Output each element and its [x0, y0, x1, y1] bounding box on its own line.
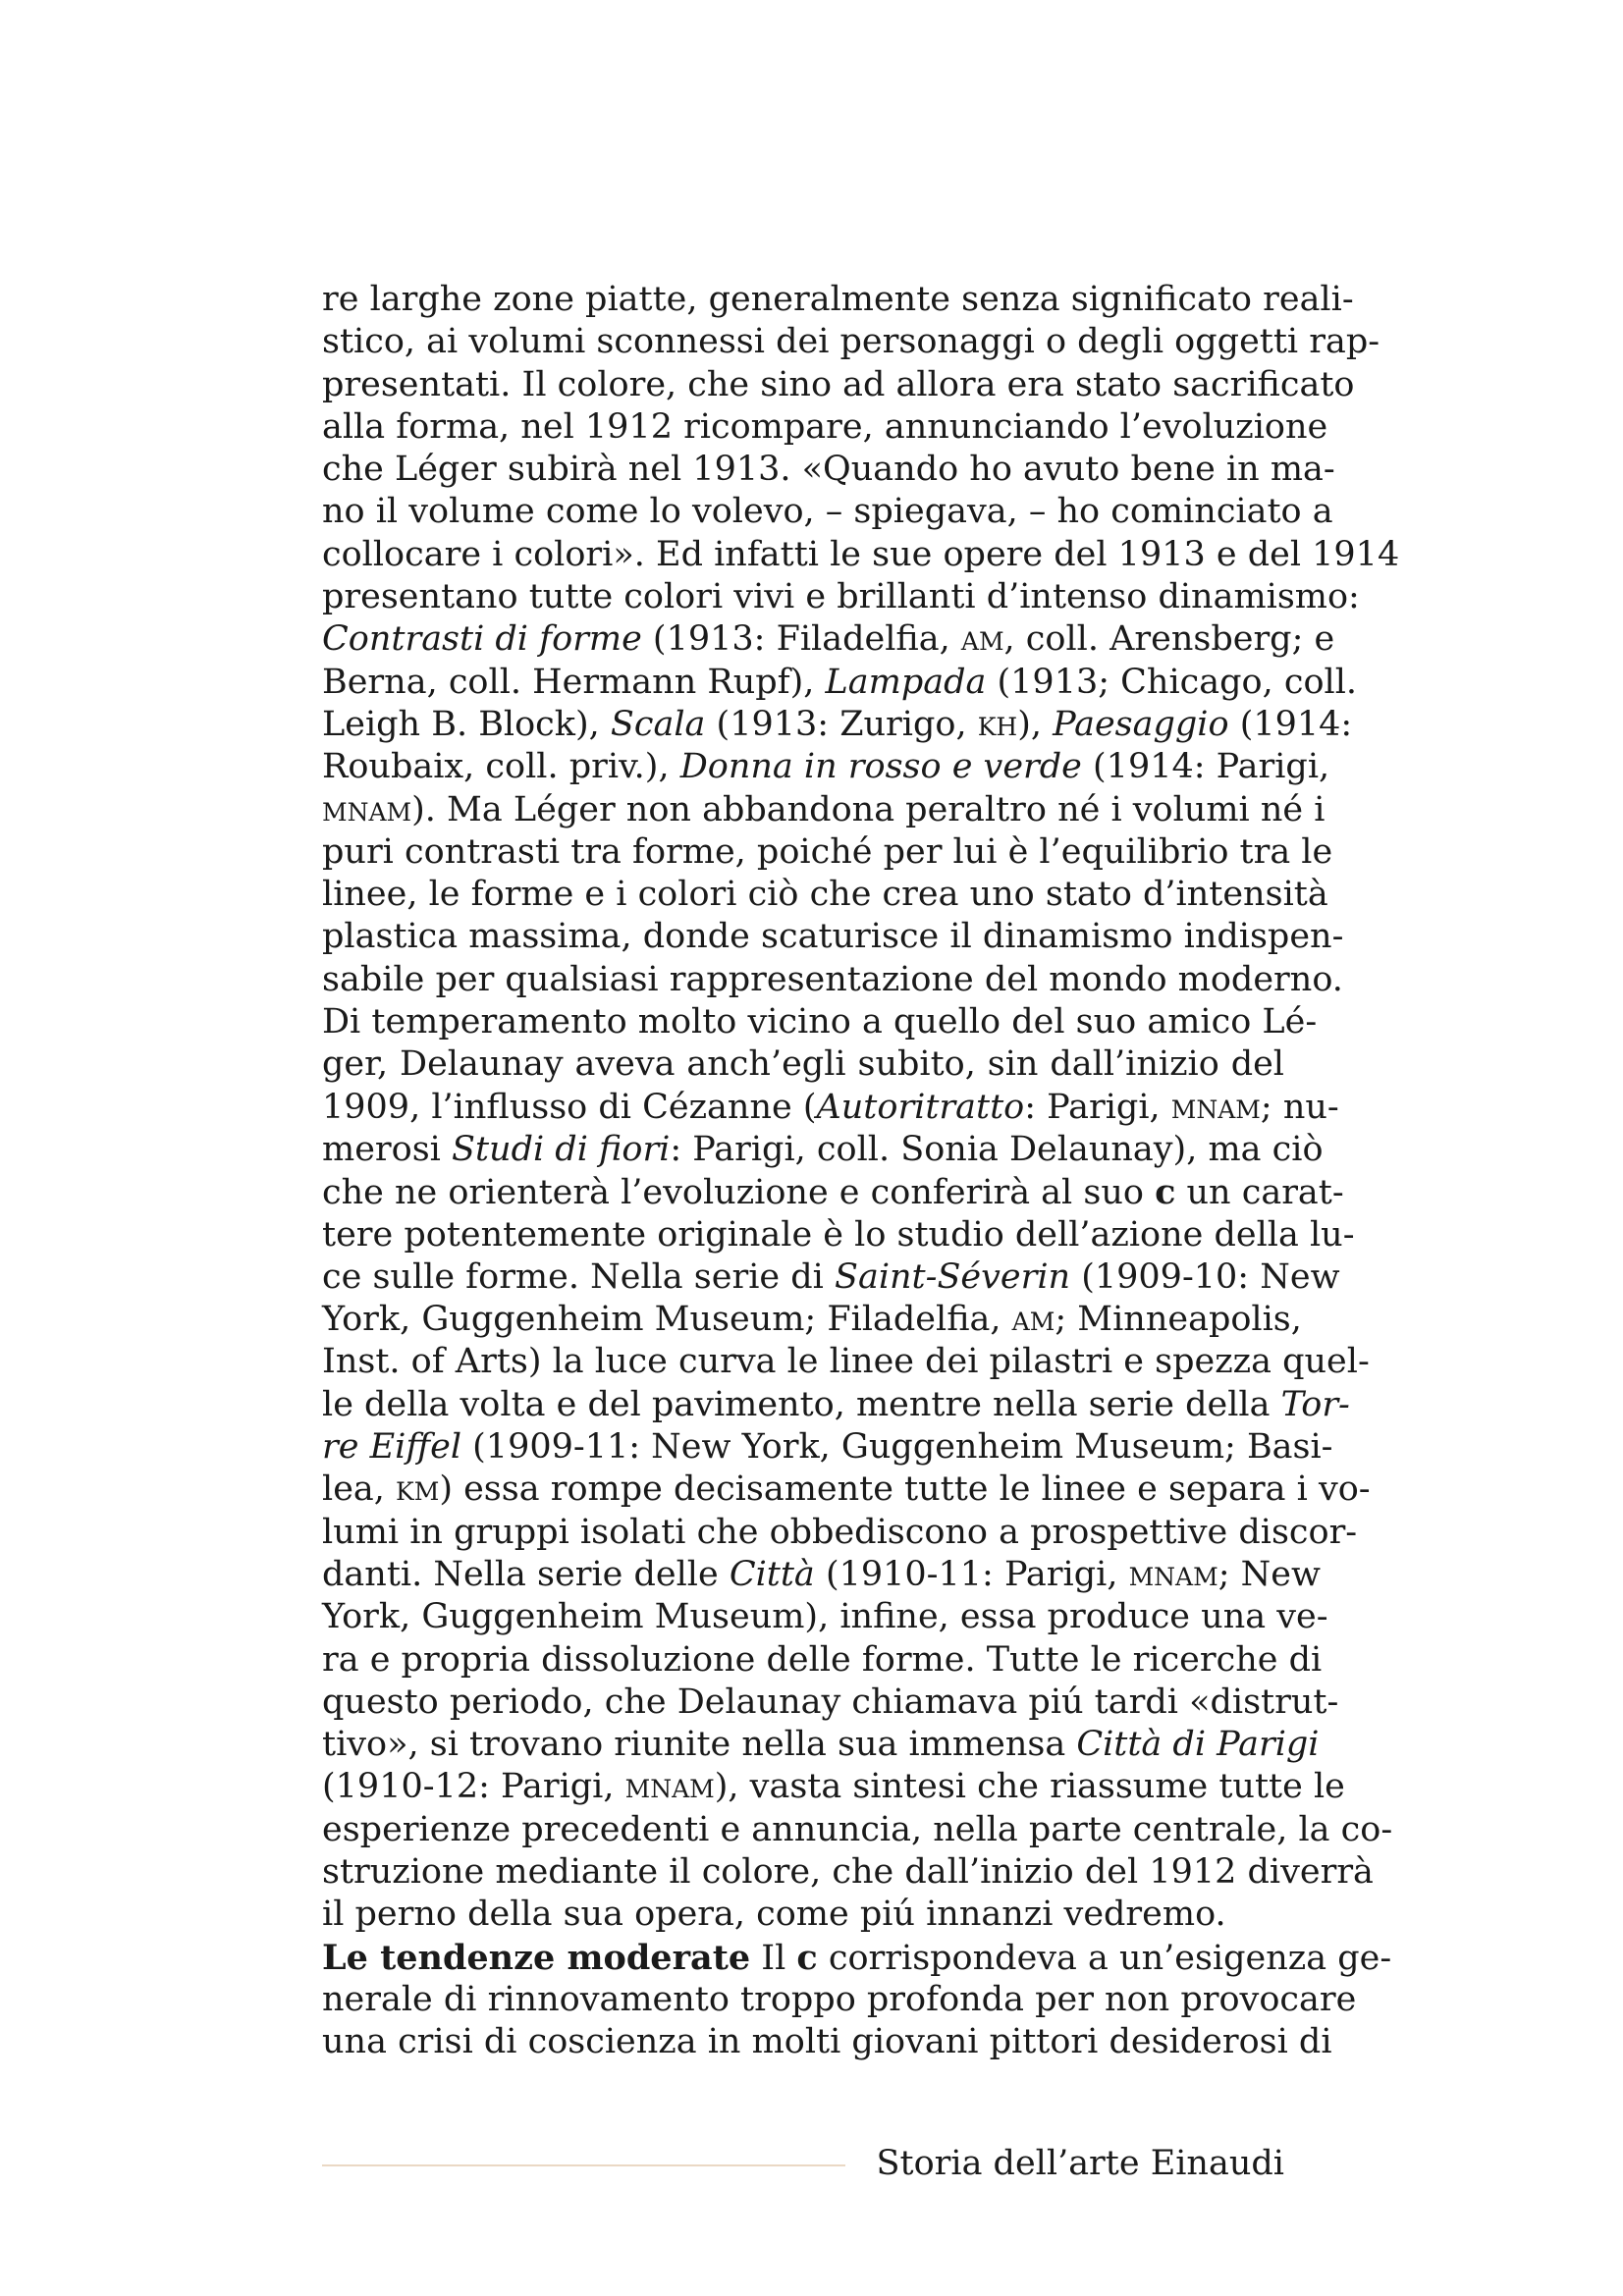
text-line: [322, 1384, 1350, 1426]
text-line: [322, 576, 1360, 618]
text-segment: questo periodo, che Delaunay chiamava piú tardi «distrut-: [322, 1682, 1339, 1722]
text-segment: ; New: [1217, 1554, 1321, 1594]
text-segment: Leigh B. Block),: [322, 704, 611, 744]
text-segment: km: [396, 1469, 440, 1510]
text-line: [322, 1894, 1284, 1936]
footer-title: Storia dell’arte Einaudi: [876, 2144, 1284, 2183]
text-line: [322, 662, 1358, 704]
text-segment: : Parigi,: [1024, 1087, 1171, 1127]
text-line: [322, 1766, 1345, 1808]
text-segment: Autoritratto: [816, 1087, 1025, 1127]
text-line: [322, 1468, 1371, 1511]
text-segment: che ne orienterà l’evoluzione e conferirà al suo: [322, 1173, 1156, 1213]
text-line: [322, 1554, 1321, 1596]
text-segment: Saint-Séverin: [834, 1256, 1071, 1297]
text-segment: (1913; Chicago, coll.: [986, 662, 1358, 702]
text-line: [322, 959, 1343, 1001]
text-segment: merosi: [322, 1129, 452, 1169]
text-segment: che Léger subirà nel 1913. «Quando ho avuto bene in ma-: [322, 450, 1335, 490]
text-line: [322, 874, 1328, 916]
text-line: [322, 1979, 1357, 2021]
text-line: [322, 1341, 1370, 1383]
text-segment: Contrasti di forme: [322, 619, 642, 660]
text-segment: nerale di rinnovamento troppo profonda per non provocare: [322, 1979, 1357, 2019]
text-line: [322, 534, 1400, 576]
text-line: [322, 1214, 1355, 1256]
text-segment: , coll. Arensberg; e: [1003, 619, 1335, 660]
text-line: [322, 1596, 1328, 1638]
text-segment: plastica massima, donde scaturisce il dinamismo indispen-: [322, 917, 1344, 957]
text-segment: il perno della sua opera, come piú innanzi vedremo.: [322, 1895, 1226, 1935]
text-segment: ), vasta sintesi che riassume tutte le: [714, 1767, 1345, 1807]
text-line: [322, 746, 1330, 788]
body-text: [322, 279, 1400, 2063]
text-segment: (1913: Zurigo,: [705, 704, 978, 744]
text-line: [322, 1512, 1358, 1554]
text-segment: (1909-10: New: [1070, 1256, 1340, 1297]
text-line: [322, 1171, 1344, 1213]
text-line: [322, 321, 1380, 363]
text-segment: kh: [977, 704, 1018, 744]
text-line: [322, 1001, 1318, 1043]
text-segment: Inst. of Arts) la luce curva le linee dei pilastri e spezza quel-: [322, 1342, 1370, 1382]
text-segment: (1910-11: Parigi,: [814, 1554, 1129, 1594]
text-segment: mnam: [1128, 1554, 1218, 1594]
text-segment: ra e propria dissoluzione delle forme. Tutte le ricerche di: [322, 1639, 1323, 1680]
text-segment: ce sulle forme. Nella serie di: [322, 1256, 835, 1297]
text-line: [322, 1937, 1392, 1979]
text-segment: ),: [1017, 704, 1054, 744]
text-segment: c: [796, 1937, 818, 1978]
text-segment: Donna in rosso e verde: [679, 747, 1082, 787]
text-segment: (1914:: [1228, 704, 1353, 744]
text-line: [322, 279, 1354, 321]
text-segment: re Eiffel: [322, 1427, 462, 1468]
text-segment: am: [960, 619, 1004, 660]
text-segment: (1909-11: New York, Guggenheim Museum; Basi-: [461, 1427, 1333, 1468]
text-line: [322, 1043, 1284, 1086]
text-segment: collocare i colori». Ed infatti le sue opere del 1913 e del 1914: [322, 534, 1400, 574]
text-line: [322, 2021, 1332, 2063]
text-segment: danti. Nella serie delle: [322, 1554, 730, 1594]
text-segment: Di temperamento molto vicino a quello del suo amico Lé-: [322, 1002, 1318, 1042]
text-line: [322, 1129, 1324, 1171]
text-segment: presentati. Il colore, che sino ad allora era stato sacrificato: [322, 364, 1355, 404]
text-segment: Studi di fiori: [452, 1129, 671, 1169]
text-line: [322, 916, 1344, 958]
text-line: [322, 364, 1355, 406]
text-segment: Città: [729, 1554, 815, 1594]
text-line: [322, 704, 1353, 746]
text-segment: alla forma, nel 1912 ricompare, annunciando l’evoluzione: [322, 406, 1328, 447]
text-line: [322, 406, 1328, 449]
text-segment: mnam: [322, 789, 412, 829]
text-segment: le della volta e del pavimento, mentre nella serie della: [322, 1384, 1281, 1424]
text-line: [322, 491, 1333, 533]
text-segment: tivo», si trovano riunite nella sua immensa: [322, 1725, 1077, 1765]
text-segment: puri contrasti tra forme, poiché per lui è l’equilibrio tra le: [322, 831, 1333, 872]
text-segment: am: [1011, 1300, 1055, 1340]
text-segment: (1910-12: Parigi,: [322, 1767, 625, 1807]
text-segment: presentano tutte colori vivi e brillanti d’intenso dinamismo:: [322, 577, 1360, 617]
text-segment: ; nu-: [1260, 1087, 1339, 1127]
text-line: [322, 1809, 1393, 1851]
text-segment: Berna, coll. Hermann Rupf),: [322, 662, 826, 702]
text-segment: ger, Delaunay aveva anch’egli subito, sin dall’inizio del: [322, 1044, 1284, 1085]
text-segment: Roubaix, coll. priv.),: [322, 747, 680, 787]
text-segment: c: [1155, 1172, 1176, 1213]
text-segment: lumi in gruppi isolati che obbediscono a prospettive discor-: [322, 1512, 1358, 1552]
text-segment: York, Guggenheim Museum; Filadelfia,: [322, 1300, 1012, 1340]
text-line: [322, 449, 1335, 491]
text-segment: stico, ai volumi sconnessi dei personaggi o degli oggetti rap-: [322, 322, 1380, 362]
text-segment: ; Minneapolis,: [1055, 1300, 1302, 1340]
text-line: [322, 1426, 1333, 1468]
text-segment: Lampada: [825, 662, 987, 702]
text-segment: corrispondeva a un’esigenza ge-: [817, 1938, 1392, 1978]
text-segment: no il volume come lo volevo, – spiegava, – ho cominciato a: [322, 492, 1333, 532]
text-segment: York, Guggenheim Museum), infine, essa produce una ve-: [322, 1597, 1328, 1637]
text-segment: Città di Parigi: [1076, 1725, 1320, 1765]
text-segment: Il: [750, 1938, 797, 1978]
text-line: [322, 1851, 1374, 1894]
text-segment: linee, le forme e i colori ciò che crea uno stato d’intensità: [322, 875, 1328, 915]
text-segment: (1914: Parigi,: [1081, 747, 1330, 787]
text-segment: esperienze precedenti e annuncia, nella parte centrale, la co-: [322, 1809, 1393, 1849]
text-segment: mnam: [624, 1767, 715, 1807]
text-segment: lea,: [322, 1469, 397, 1510]
text-line: [322, 789, 1325, 831]
text-line: [322, 1724, 1320, 1766]
text-line: [322, 1299, 1302, 1341]
text-segment: 1909, l’influsso di Cézanne (: [322, 1087, 817, 1127]
text-segment: un carat-: [1175, 1173, 1344, 1213]
text-line: [322, 1639, 1323, 1682]
text-line: [322, 831, 1333, 874]
text-segment: struzione mediante il colore, che dall’inizio del 1912 diverrà: [322, 1851, 1374, 1892]
text-segment: Paesaggio: [1053, 704, 1229, 744]
text-segment: Le tendenze moderate: [322, 1937, 751, 1978]
text-segment: ) essa rompe decisamente tutte le linee e separa i vo-: [439, 1469, 1371, 1510]
text-segment: (1913: Filadelfia,: [641, 619, 961, 660]
text-line: [322, 1682, 1339, 1724]
text-segment: sabile per qualsiasi rappresentazione del mondo moderno.: [322, 959, 1343, 999]
text-line: [322, 1256, 1340, 1299]
text-segment: Tor-: [1280, 1384, 1350, 1424]
text-segment: una crisi di coscienza in molti giovani pittori desiderosi di: [322, 2022, 1332, 2062]
text-line: [322, 1087, 1339, 1129]
text-segment: Scala: [610, 704, 706, 744]
text-segment: tere potentemente originale è lo studio dell’azione della lu-: [322, 1214, 1355, 1255]
text-segment: : Parigi, coll. Sonia Delaunay), ma ciò: [670, 1129, 1324, 1169]
text-segment: mnam: [1170, 1087, 1261, 1127]
text-line: [322, 618, 1335, 661]
footer-rule: [322, 2164, 845, 2166]
text-segment: ). Ma Léger non abbandona peraltro né i volumi né i: [411, 789, 1325, 829]
text-segment: re larghe zone piatte, generalmente senza significato reali-: [322, 280, 1354, 319]
